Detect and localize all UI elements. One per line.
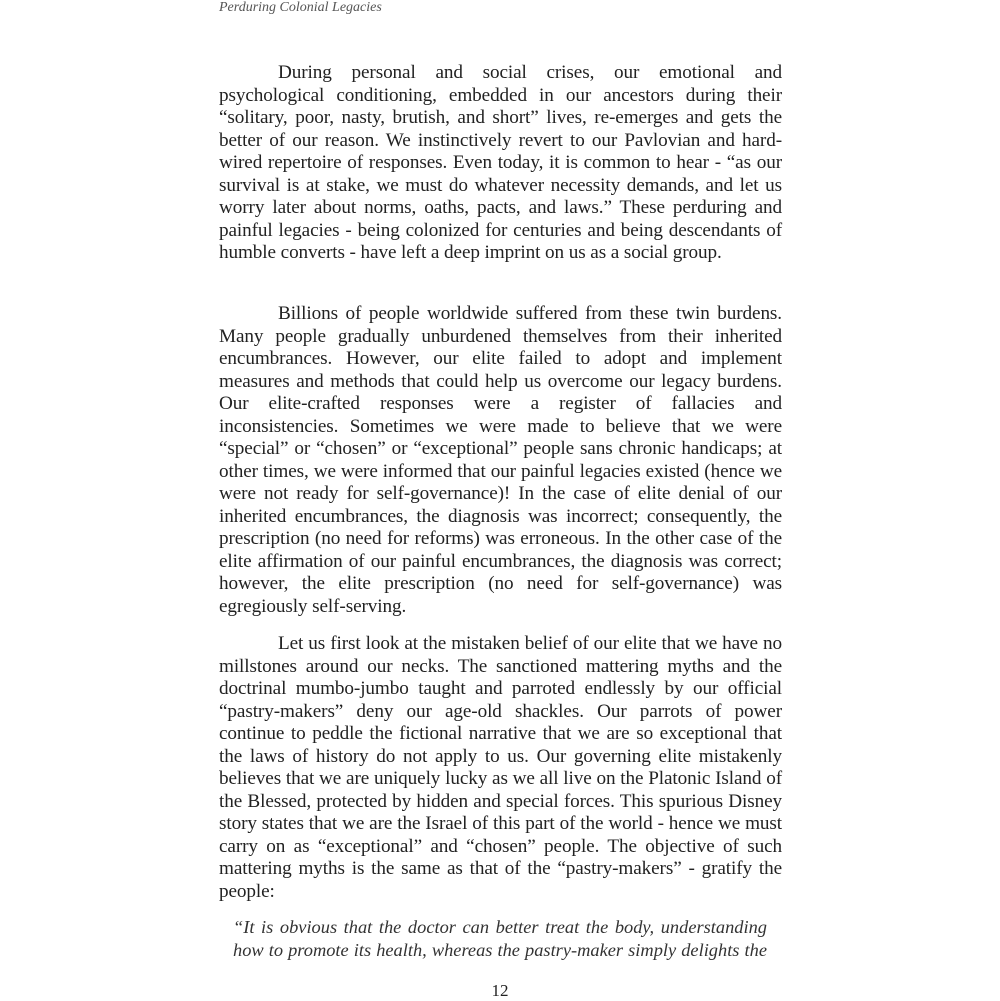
paragraph-mistaken-belief: Let us first look at the mistaken belief of our elite that we have no millstones around our necks. The sanctioned mattering myths and the doctrinal mumbo-jumbo taught and parroted endlessly by our official “pastry-makers” deny our age-old shackles. Our parrots of power continue to peddle the fictional narrative that we are so exceptional that the laws of history do not apply to us. Our governing elite mistakenly believes that we are uniquely lucky as we all live on the Platonic Island of the Blessed, protected by hidden and special forces. This spurious Disney story states that we are the Israel of this part of the world - hence we must carry on as “exceptional” and “chosen” people. The objective of such mattering myths is the same as that of the “pastry-makers” - gratify the people: — [219, 633, 782, 902]
page-number: 12 — [491, 981, 509, 1000]
block-quote: “It is obvious that the doctor can better treat the body, understanding how to promote its health, whereas the pastry-maker simply delights the — [233, 917, 767, 960]
paragraph-crises-conditioning: During personal and social crises, our emotional and psychological conditioning, embedded in our ancestors during their “solitary, poor, nasty, brutish, and short” lives, re-emerges and gets the better of our reason. We instinctively revert to our Pavlovian and hard-wired repertoire of responses. Even today, it is common to hear - “as our survival is at stake, we must do whatever necessity demands, and let us worry later about norms, oaths, pacts, and laws.” These perduring and painful legacies - being colonized for centuries and being descendants of humble converts - have left a deep imprint on us as a social group. — [219, 62, 782, 263]
paragraph-twin-burdens: Billions of people worldwide suffered from these twin burdens. Many people gradually unburdened themselves from their inherited encumbrances. However, our elite failed to adopt and implement measures and methods that could help us overcome our legacy burdens. Our elite-crafted responses were a register of fallacies and inconsistencies. Sometimes we were made to believe that we were “special” or “chosen” or “exceptional” people sans chronic handicaps; at other times, we were informed that our painful legacies existed (hence we were not ready for self-governance)! In the case of elite denial of our inherited encumbrances, the diagnosis was incorrect; consequently, the prescription (no need for reforms) was erroneous. In the other case of the elite affirmation of our painful encumbrances, the diagnosis was correct; however, the elite prescription (no need for self-governance) was egregiously self-serving. — [219, 303, 782, 617]
running-header-title: Perduring Colonial Legacies — [219, 0, 382, 15]
